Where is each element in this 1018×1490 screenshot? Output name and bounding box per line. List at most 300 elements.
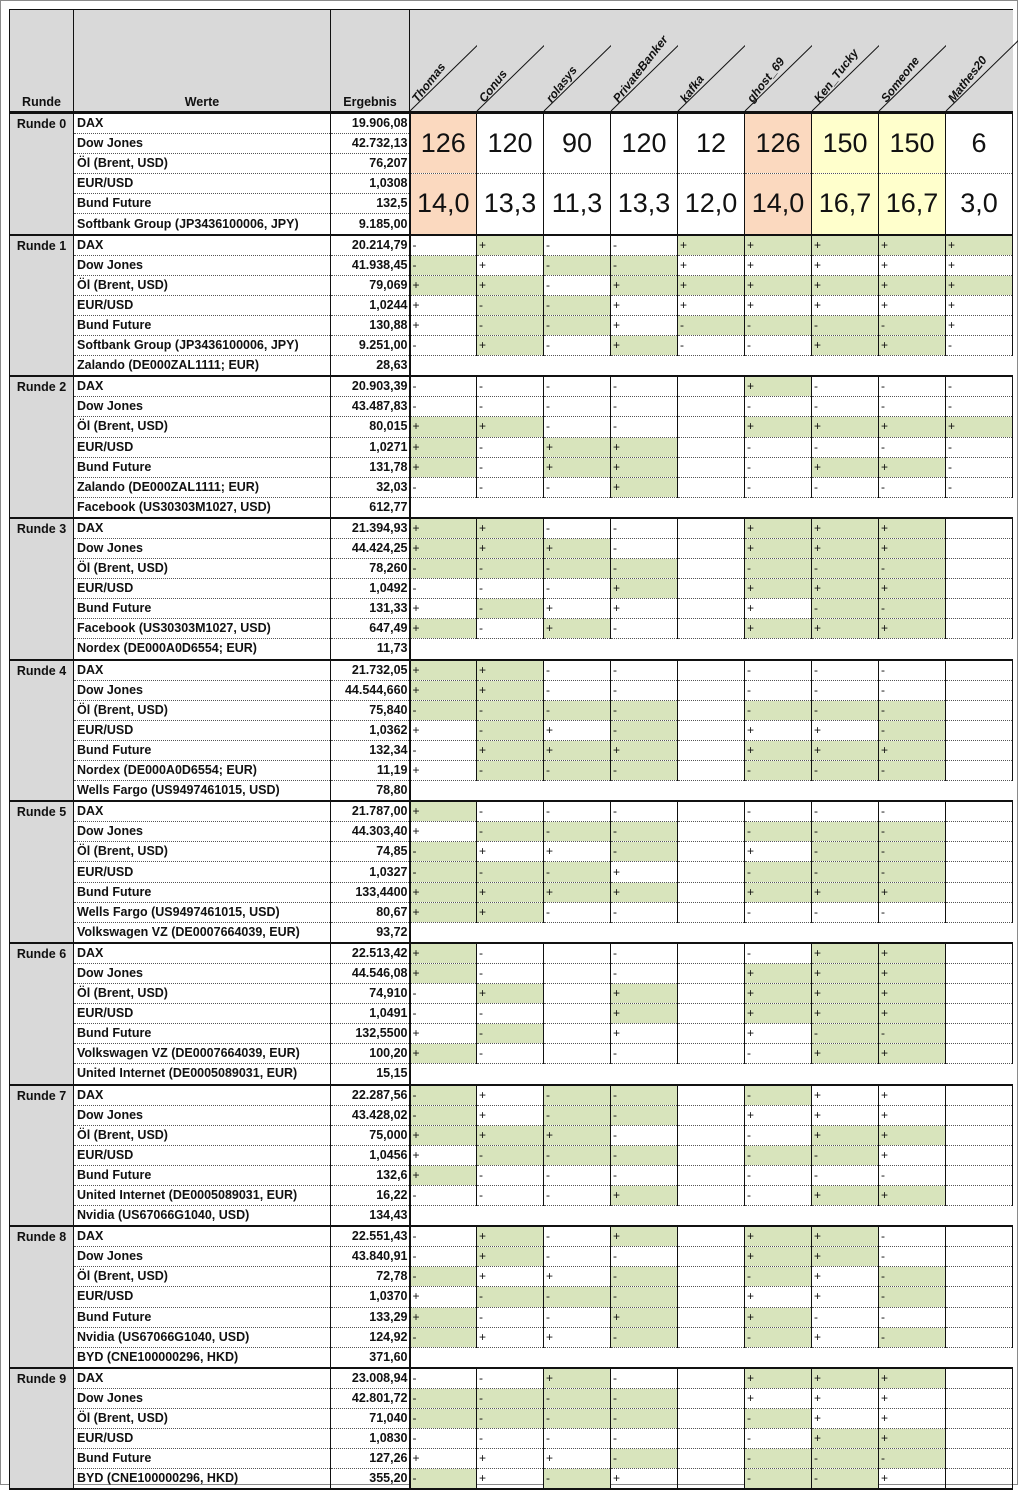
tip-cell[interactable] [544,984,611,1004]
tip-cell[interactable]: + [745,295,812,315]
tip-cell[interactable]: + [946,295,1013,315]
tip-cell[interactable]: + [745,984,812,1004]
tip-cell[interactable]: - [477,1024,544,1044]
tip-cell[interactable] [946,1004,1013,1024]
tip-cell[interactable]: + [745,599,812,619]
result-value[interactable]: 42.801,72 [331,1388,410,1408]
tip-cell[interactable]: - [410,376,477,397]
tip-cell[interactable]: + [477,1469,544,1490]
value-name[interactable]: Wells Fargo (US9497461015, USD) [74,781,331,802]
tip-cell[interactable] [946,1307,1013,1327]
tip-cell[interactable] [678,1388,745,1408]
tip-cell[interactable]: - [879,822,946,842]
tip-cell[interactable]: + [544,1125,611,1145]
tip-cell[interactable] [946,518,1013,539]
tip-cell[interactable]: + [812,417,879,437]
player-header[interactable] [812,10,879,113]
tip-cell[interactable]: - [477,1368,544,1389]
result-value[interactable]: 43.487,83 [331,397,410,417]
value-name[interactable]: Volkswagen VZ (DE0007664039, EUR) [74,1044,331,1064]
value-name[interactable]: Bund Future [74,882,331,902]
tip-cell[interactable] [678,902,745,922]
tip-cell[interactable]: + [611,477,678,497]
result-value[interactable]: 28,63 [331,356,410,377]
result-value[interactable]: 15,15 [331,1064,410,1085]
tip-cell[interactable]: - [745,397,812,417]
tip-cell[interactable] [946,1449,1013,1469]
result-value[interactable]: 1,0492 [331,579,410,599]
tip-cell[interactable]: + [812,295,879,315]
tip-cell[interactable]: + [745,579,812,599]
tip-cell[interactable]: - [611,720,678,740]
tip-cell[interactable]: - [544,1429,611,1449]
result-value[interactable]: 9.251,00 [331,336,410,356]
tip-cell[interactable]: + [745,1388,812,1408]
result-value[interactable]: 72,78 [331,1267,410,1287]
tip-cell[interactable]: - [611,619,678,639]
tip-cell[interactable]: + [812,1368,879,1389]
tip-cell[interactable] [544,943,611,964]
tip-cell[interactable]: + [879,619,946,639]
value-name[interactable]: Öl (Brent, USD) [74,1125,331,1145]
result-value[interactable]: 355,20 [331,1469,410,1490]
tip-cell[interactable]: + [812,1247,879,1267]
tip-cell[interactable]: - [477,619,544,639]
result-value[interactable]: 1,0830 [331,1429,410,1449]
value-name[interactable]: DAX [74,801,331,822]
tip-cell[interactable] [678,1368,745,1389]
tip-cell[interactable]: + [745,518,812,539]
result-value[interactable]: 20.214,79 [331,235,410,256]
value-name[interactable]: Bund Future [74,1165,331,1185]
tip-cell[interactable]: - [477,315,544,335]
value-name[interactable]: EUR/USD [74,1429,331,1449]
tip-cell[interactable]: + [477,538,544,558]
tip-cell[interactable] [678,801,745,822]
tip-cell[interactable]: - [812,1165,879,1185]
tip-cell[interactable]: + [477,882,544,902]
tip-cell[interactable]: + [611,457,678,477]
tip-cell[interactable]: - [477,1409,544,1429]
tip-cell[interactable] [946,619,1013,639]
value-name[interactable]: Dow Jones [74,538,331,558]
result-value[interactable]: 647,49 [331,619,410,639]
tip-cell[interactable]: + [812,984,879,1004]
tip-cell[interactable]: - [410,477,477,497]
player-average[interactable]: 11,3 [544,174,611,235]
tip-cell[interactable]: + [477,1085,544,1106]
player-header[interactable] [410,10,477,113]
result-value[interactable]: 80,67 [331,902,410,922]
tip-cell[interactable]: + [544,842,611,862]
tip-cell[interactable]: - [812,1024,879,1044]
tip-cell[interactable]: - [879,1267,946,1287]
tip-cell[interactable]: + [879,295,946,315]
tip-cell[interactable] [678,1185,745,1205]
tip-cell[interactable] [678,518,745,539]
tip-cell[interactable]: + [812,1044,879,1064]
tip-cell[interactable] [946,579,1013,599]
tip-cell[interactable]: - [745,862,812,882]
tip-cell[interactable]: - [544,579,611,599]
value-name[interactable]: DAX [74,376,331,397]
tip-cell[interactable]: + [544,538,611,558]
tip-cell[interactable]: + [410,902,477,922]
tip-cell[interactable]: + [611,1004,678,1024]
result-value[interactable]: 76,207 [331,154,410,174]
value-name[interactable]: United Internet (DE0005089031, EUR) [74,1185,331,1205]
tip-cell[interactable]: + [879,1185,946,1205]
tip-cell[interactable] [678,1165,745,1185]
result-value[interactable]: 44.424,25 [331,538,410,558]
tip-cell[interactable]: - [477,1287,544,1307]
result-value[interactable]: 74,910 [331,984,410,1004]
player-points[interactable]: 150 [879,113,946,174]
tip-cell[interactable]: + [544,740,611,760]
tip-cell[interactable]: - [879,1226,946,1247]
tip-cell[interactable]: - [544,235,611,256]
tip-cell[interactable]: + [879,1368,946,1389]
tip-cell[interactable]: - [745,1469,812,1490]
tip-cell[interactable]: + [879,1085,946,1106]
tip-cell[interactable]: + [477,660,544,681]
value-name[interactable]: DAX [74,113,331,134]
tip-cell[interactable] [946,761,1013,781]
result-value[interactable]: 11,73 [331,639,410,660]
tip-cell[interactable] [946,1105,1013,1125]
tip-cell[interactable] [678,397,745,417]
player-average[interactable]: 14,0 [410,174,477,235]
tip-cell[interactable]: + [410,660,477,681]
value-name[interactable]: Nordex (DE000A0D6554; EUR) [74,761,331,781]
value-name[interactable]: Dow Jones [74,1388,331,1408]
tip-cell[interactable]: - [544,1165,611,1185]
tip-cell[interactable]: + [477,1125,544,1145]
tip-cell[interactable]: - [477,457,544,477]
tip-cell[interactable]: - [879,1287,946,1307]
tip-cell[interactable]: - [745,1125,812,1145]
value-name[interactable]: United Internet (DE0005089031, EUR) [74,1064,331,1085]
result-value[interactable]: 133,29 [331,1307,410,1327]
tip-cell[interactable] [678,1287,745,1307]
tip-cell[interactable]: + [812,1409,879,1429]
tip-cell[interactable]: - [946,437,1013,457]
tip-cell[interactable]: + [410,417,477,437]
tip-cell[interactable]: + [544,457,611,477]
tip-cell[interactable]: + [410,1165,477,1185]
tip-cell[interactable] [946,1327,1013,1347]
tip-cell[interactable]: - [611,700,678,720]
tip-cell[interactable]: - [611,660,678,681]
tip-cell[interactable]: - [544,1105,611,1125]
tip-cell[interactable]: - [477,761,544,781]
result-value[interactable]: 44.546,08 [331,963,410,983]
tip-cell[interactable]: + [410,518,477,539]
tip-cell[interactable]: + [812,963,879,983]
tip-cell[interactable]: - [879,397,946,417]
tip-cell[interactable] [678,1449,745,1469]
tip-cell[interactable]: + [812,1226,879,1247]
tip-cell[interactable] [544,1024,611,1044]
tip-cell[interactable]: - [477,862,544,882]
tip-cell[interactable]: + [410,1125,477,1145]
tip-cell[interactable] [946,599,1013,619]
tip-cell[interactable]: - [544,1409,611,1429]
result-value[interactable]: 20.903,39 [331,376,410,397]
tip-cell[interactable]: - [946,336,1013,356]
tip-cell[interactable] [678,1327,745,1347]
player-points[interactable]: 12 [678,113,745,174]
tip-cell[interactable]: - [477,700,544,720]
value-name[interactable]: Dow Jones [74,963,331,983]
tip-cell[interactable]: + [879,882,946,902]
tip-cell[interactable]: - [745,943,812,964]
tip-cell[interactable]: + [477,984,544,1004]
value-name[interactable]: Nvidia (US67066G1040, USD) [74,1327,331,1347]
value-name[interactable]: Dow Jones [74,680,331,700]
tip-cell[interactable] [946,1429,1013,1449]
tip-cell[interactable]: - [611,1287,678,1307]
value-name[interactable]: Dow Jones [74,134,331,154]
tip-cell[interactable]: - [879,862,946,882]
value-name[interactable]: DAX [74,1368,331,1389]
tip-cell[interactable]: - [477,801,544,822]
tip-cell[interactable] [946,902,1013,922]
tip-cell[interactable]: - [544,1145,611,1165]
tip-cell[interactable]: - [745,1145,812,1165]
result-value[interactable]: 100,20 [331,1044,410,1064]
tip-cell[interactable]: + [812,943,879,964]
result-value[interactable]: 19.906,08 [331,113,410,134]
tip-cell[interactable] [678,862,745,882]
tip-cell[interactable] [678,1004,745,1024]
tip-cell[interactable]: - [946,457,1013,477]
tip-cell[interactable]: - [611,376,678,397]
tip-cell[interactable]: + [544,1327,611,1347]
tip-cell[interactable]: - [745,437,812,457]
tip-cell[interactable]: + [745,376,812,397]
player-points[interactable]: 150 [812,113,879,174]
tip-cell[interactable]: - [611,255,678,275]
tip-cell[interactable]: + [678,275,745,295]
player-points[interactable]: 120 [477,113,544,174]
tip-cell[interactable]: + [410,761,477,781]
tip-cell[interactable] [678,437,745,457]
tip-cell[interactable]: - [410,1226,477,1247]
value-name[interactable]: EUR/USD [74,579,331,599]
tip-cell[interactable]: - [477,1185,544,1205]
value-name[interactable]: Dow Jones [74,255,331,275]
tip-cell[interactable]: - [745,1267,812,1287]
value-name[interactable]: Nordex (DE000A0D6554; EUR) [74,639,331,660]
tip-cell[interactable]: - [410,842,477,862]
tip-cell[interactable]: - [879,1024,946,1044]
tip-cell[interactable]: + [812,740,879,760]
value-name[interactable]: Bund Future [74,1449,331,1469]
value-name[interactable]: EUR/USD [74,862,331,882]
tip-cell[interactable] [678,1145,745,1165]
value-name[interactable]: DAX [74,518,331,539]
tip-cell[interactable]: - [544,902,611,922]
tip-cell[interactable] [946,1145,1013,1165]
tip-cell[interactable]: - [477,1307,544,1327]
value-name[interactable]: Bund Future [74,194,331,214]
tip-cell[interactable]: - [410,1247,477,1267]
tip-cell[interactable]: + [611,1024,678,1044]
tip-cell[interactable] [946,1267,1013,1287]
tip-cell[interactable]: - [879,660,946,681]
tip-cell[interactable]: - [745,660,812,681]
tip-cell[interactable]: - [611,1409,678,1429]
tip-cell[interactable]: - [812,1449,879,1469]
tip-cell[interactable] [946,1368,1013,1389]
tip-cell[interactable]: - [611,822,678,842]
result-value[interactable]: 79,069 [331,275,410,295]
tip-cell[interactable]: + [745,1307,812,1327]
tip-cell[interactable]: - [410,1105,477,1125]
value-name[interactable]: DAX [74,1085,331,1106]
tip-cell[interactable] [544,1044,611,1064]
tip-cell[interactable]: + [477,1267,544,1287]
tip-cell[interactable]: + [879,1004,946,1024]
value-name[interactable]: Öl (Brent, USD) [74,842,331,862]
tip-cell[interactable]: + [812,518,879,539]
tip-cell[interactable]: - [812,700,879,720]
tip-cell[interactable]: + [812,579,879,599]
tip-cell[interactable] [678,599,745,619]
column-header-werte[interactable]: Werte [74,10,331,113]
tip-cell[interactable]: + [410,1145,477,1165]
tip-cell[interactable]: - [745,1165,812,1185]
tip-cell[interactable]: + [477,1226,544,1247]
tip-cell[interactable]: + [544,599,611,619]
tip-cell[interactable]: - [544,315,611,335]
value-name[interactable]: EUR/USD [74,720,331,740]
tip-cell[interactable]: - [879,761,946,781]
tip-cell[interactable]: + [745,235,812,256]
result-value[interactable]: 16,22 [331,1185,410,1205]
tip-cell[interactable]: + [879,1388,946,1408]
result-value[interactable]: 1,0456 [331,1145,410,1165]
tip-cell[interactable]: + [544,619,611,639]
tip-cell[interactable] [678,1247,745,1267]
tip-cell[interactable]: + [879,963,946,983]
tip-cell[interactable]: - [611,1368,678,1389]
tip-cell[interactable]: + [611,882,678,902]
tip-cell[interactable]: + [879,1409,946,1429]
tip-cell[interactable]: - [410,1429,477,1449]
value-name[interactable]: Zalando (DE000ZAL1111; EUR) [74,356,331,377]
result-value[interactable]: 130,88 [331,315,410,335]
tip-cell[interactable]: + [544,1449,611,1469]
tip-cell[interactable]: - [611,1429,678,1449]
result-value[interactable]: 131,33 [331,599,410,619]
result-value[interactable]: 1,0370 [331,1287,410,1307]
tip-cell[interactable]: - [611,1247,678,1267]
value-name[interactable]: EUR/USD [74,295,331,315]
tip-cell[interactable]: + [812,1125,879,1145]
value-name[interactable]: DAX [74,235,331,256]
tip-cell[interactable] [678,1409,745,1429]
tip-cell[interactable] [678,740,745,760]
player-average[interactable]: 3,0 [946,174,1013,235]
tip-cell[interactable]: - [812,842,879,862]
tip-cell[interactable]: - [812,437,879,457]
tip-cell[interactable]: + [812,235,879,256]
tip-cell[interactable]: + [946,417,1013,437]
result-value[interactable]: 75,840 [331,700,410,720]
tip-cell[interactable]: + [477,235,544,256]
result-value[interactable]: 132,5 [331,194,410,214]
tip-cell[interactable]: - [611,235,678,256]
result-value[interactable]: 80,015 [331,417,410,437]
tip-cell[interactable]: + [812,1085,879,1106]
tip-cell[interactable]: + [879,417,946,437]
value-name[interactable]: Dow Jones [74,1105,331,1125]
tip-cell[interactable]: + [745,619,812,639]
tip-cell[interactable]: - [611,1165,678,1185]
tip-cell[interactable]: + [410,963,477,983]
tip-cell[interactable]: - [745,680,812,700]
tip-cell[interactable]: + [477,1247,544,1267]
tip-cell[interactable]: - [477,376,544,397]
tip-cell[interactable]: - [611,1267,678,1287]
tip-cell[interactable]: + [812,1105,879,1125]
tip-cell[interactable] [678,538,745,558]
tip-cell[interactable]: + [879,1469,946,1490]
tip-cell[interactable]: + [611,1226,678,1247]
tip-cell[interactable]: - [410,1085,477,1106]
tip-cell[interactable]: - [611,680,678,700]
tip-cell[interactable] [946,660,1013,681]
tip-cell[interactable]: - [611,518,678,539]
tip-cell[interactable]: - [477,295,544,315]
tip-cell[interactable]: - [544,518,611,539]
tip-cell[interactable] [678,1226,745,1247]
result-value[interactable]: 132,5500 [331,1024,410,1044]
tip-cell[interactable]: - [879,842,946,862]
player-average[interactable]: 16,7 [812,174,879,235]
tip-cell[interactable]: - [946,397,1013,417]
tip-cell[interactable]: + [611,336,678,356]
tip-cell[interactable]: - [410,1469,477,1490]
tip-cell[interactable]: + [410,437,477,457]
tip-cell[interactable]: + [611,1185,678,1205]
tip-cell[interactable] [946,822,1013,842]
result-value[interactable]: 32,03 [331,477,410,497]
value-name[interactable]: BYD (CNE100000296, HKD) [74,1347,331,1368]
tip-cell[interactable]: + [477,842,544,862]
tip-cell[interactable]: - [879,437,946,457]
value-name[interactable]: Volkswagen VZ (DE0007664039, EUR) [74,922,331,943]
tip-cell[interactable] [946,801,1013,822]
tip-cell[interactable]: + [812,1267,879,1287]
tip-cell[interactable]: + [611,1307,678,1327]
result-value[interactable]: 127,26 [331,1449,410,1469]
tip-cell[interactable] [946,1024,1013,1044]
tip-cell[interactable]: - [544,1226,611,1247]
tip-cell[interactable]: - [745,1327,812,1347]
tip-cell[interactable]: + [477,1449,544,1469]
tip-cell[interactable]: - [611,1388,678,1408]
tip-cell[interactable] [946,1226,1013,1247]
result-value[interactable]: 23.008,94 [331,1368,410,1389]
tip-cell[interactable]: + [410,680,477,700]
tip-cell[interactable]: + [745,720,812,740]
tip-cell[interactable]: - [410,1327,477,1347]
tip-cell[interactable]: + [544,1267,611,1287]
tip-cell[interactable]: - [812,376,879,397]
